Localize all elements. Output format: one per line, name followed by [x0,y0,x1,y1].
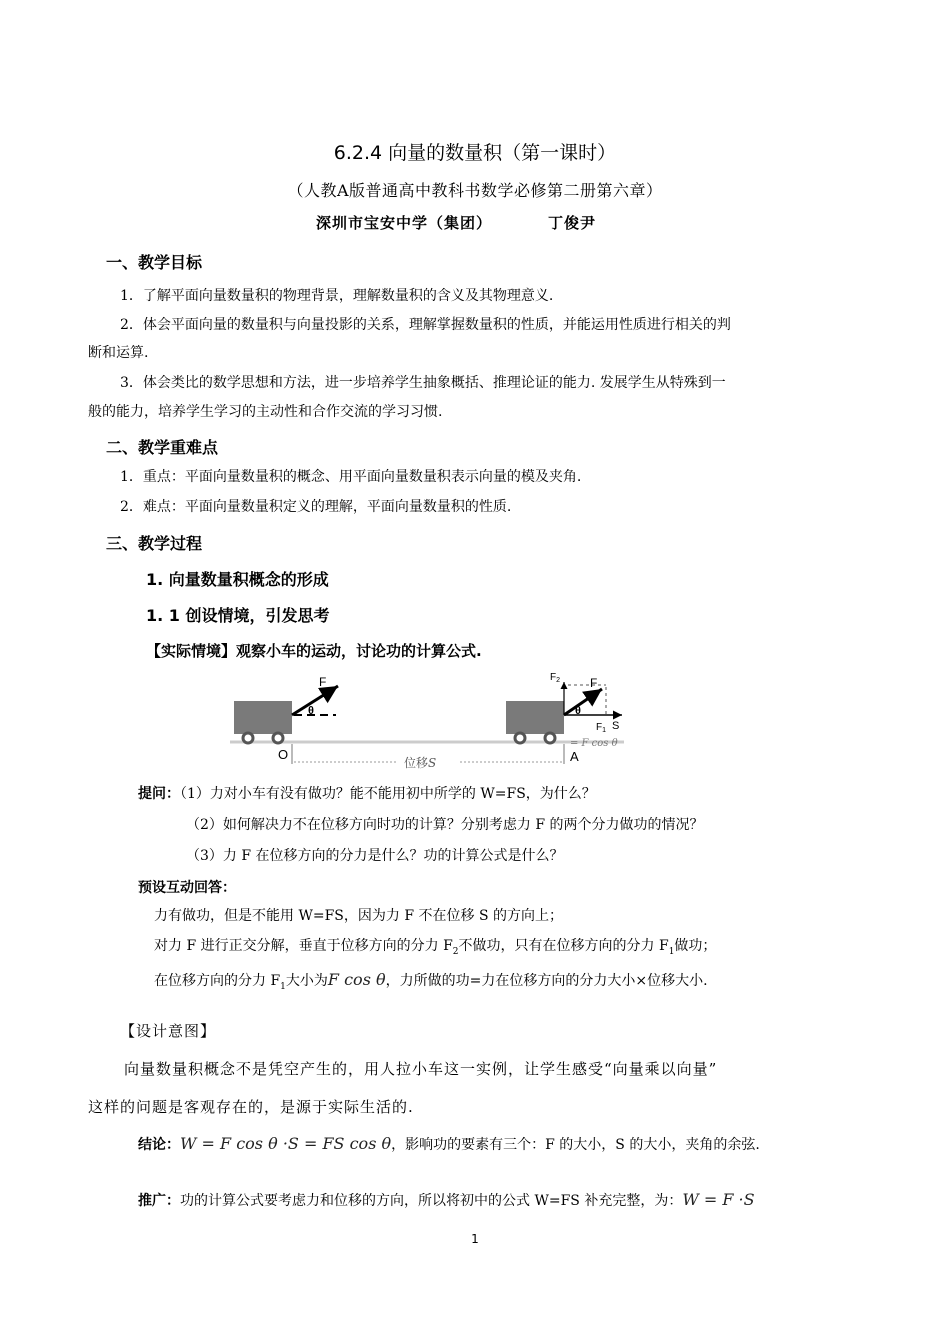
cart-left-wheel-rear [273,733,283,743]
goal-item-1: 1．了解平面向量数量积的物理背景，理解数量积的含义及其物理意义. [120,288,554,304]
force-arrow-right [564,689,602,715]
cart-left-wheel-front [243,733,253,743]
answer-1: 力有做功，但是不能用 W=FS，因为力 F 不在位移 S 的方向上； [154,908,563,924]
question-1: （1）力对小车有没有做功？能不能用初中所学的 W=FS，为什么？ [180,786,596,802]
extension-label: 推广： [138,1193,180,1209]
design-intent-heading: 【设计意图】 [120,1022,217,1040]
author-line [316,212,596,233]
extension-line [138,1184,755,1217]
question-1-line [138,778,596,810]
keypoint-item-2: 2．难点：平面向量数量积定义的理解，平面向量数量积的性质. [120,499,512,515]
cart-right-wheel-front [515,733,525,743]
label-F-right: F [590,676,598,690]
goal-item-2-line-1: 2．体会平面向量的数量积与向量投影的关系，理解掌握数量积的性质，并能运用性质进行相关的判 [120,317,731,333]
keypoint-item-1: 1．重点：平面向量数量积的概念、用平面向量数量积表示向量的模及夹角. [120,469,582,485]
answer-2: 对力 F 进行正交分解，垂直于位移方向的分力 $F_2$不做功，只有在位移方向的分力 $F_1$做功； [154,938,717,957]
scenario-tag: 【实际情境】 [146,642,237,660]
label-displacement: 位移S [404,756,437,770]
subsubsection-heading: 1. 1 创设情境，引发思考 [146,606,330,625]
question-3: （3）力 F 在位移方向的分力是什么？功的计算公式是什么？ [186,848,564,864]
question-2: （2）如何解决力不在位移方向时功的计算？分别考虑力 F 的两个分力做功的情况？ [186,817,704,833]
label-theta-right: θ [575,705,581,717]
school-name: 深圳市宝安中学（集团） [316,214,493,232]
force-arrow-left [292,686,338,715]
design-intent-line-1: 向量数量积概念不是凭空产生的，用人拉小车这一实例，让学生感受“向量乘以向量” [124,1060,718,1078]
cart-right-body [506,701,564,734]
label-S: S [612,720,620,732]
subsection-heading: 1. 向量数量积概念的形成 [146,570,329,589]
cart-force-diagram [228,668,628,772]
section-heading-keypoints: 二、教学重难点 [106,438,219,457]
questions-label: 提问： [138,786,180,802]
page-title: 6.2.4 向量的数量积（第一课时） [333,142,617,164]
label-F1: $F_1$ [596,722,607,734]
conclusion-text: ，影响功的要素有三个：F 的大小，S 的大小，夹角的余弦. [391,1137,760,1153]
page-subtitle: （人教A版普通高中教科书数学必修第二册第六章） [287,181,663,200]
page-number: 1 [471,1232,479,1246]
goal-item-3-line-1: 3．体会类比的数学思想和方法，进一步培养学生抽象概括、推理论证的能力. 发展学生从特殊到一 [120,375,726,391]
cart-right-wheel-rear [545,733,555,743]
answer-3: 在位移方向的分力 $F_1$大小为F cos θ，力所做的功=力在位移方向的分力大小×位移大小. [154,970,708,992]
extension-formula: W = F ·S [682,1190,755,1209]
label-Fcos: = F cos θ [570,738,618,749]
cart-left-body [234,701,292,734]
author-name: 丁俊尹 [548,214,597,232]
label-O: O [278,747,289,762]
formula-fcos: F cos θ [327,970,386,989]
extension-text: 功的计算公式要考虑力和位移的方向，所以将初中的公式 W=FS 补充完整，为： [180,1193,683,1209]
design-intent-line-2: 这样的问题是客观存在的，是源于实际生活的. [88,1098,414,1116]
goal-item-3-line-2: 般的能力，培养学生学习的主动性和合作交流的学习习惯. [88,404,443,420]
label-F-left: F [319,675,327,689]
section-heading-process: 三、教学过程 [106,534,203,553]
conclusion-formula: W = F cos θ ·S = FS cos θ [180,1134,392,1153]
label-A: A [570,749,579,764]
goal-item-2-line-2: 断和运算. [88,345,149,361]
answers-label: 预设互动回答： [138,880,236,896]
section-heading-goals: 一、教学目标 [106,253,203,272]
scenario-line [146,640,482,661]
label-F2: $F_2$ [550,672,561,684]
conclusion-line [138,1128,760,1161]
label-theta-left: θ [308,705,314,717]
scenario-text: 观察小车的运动，讨论功的计算公式. [236,642,482,660]
conclusion-label: 结论： [138,1137,180,1153]
